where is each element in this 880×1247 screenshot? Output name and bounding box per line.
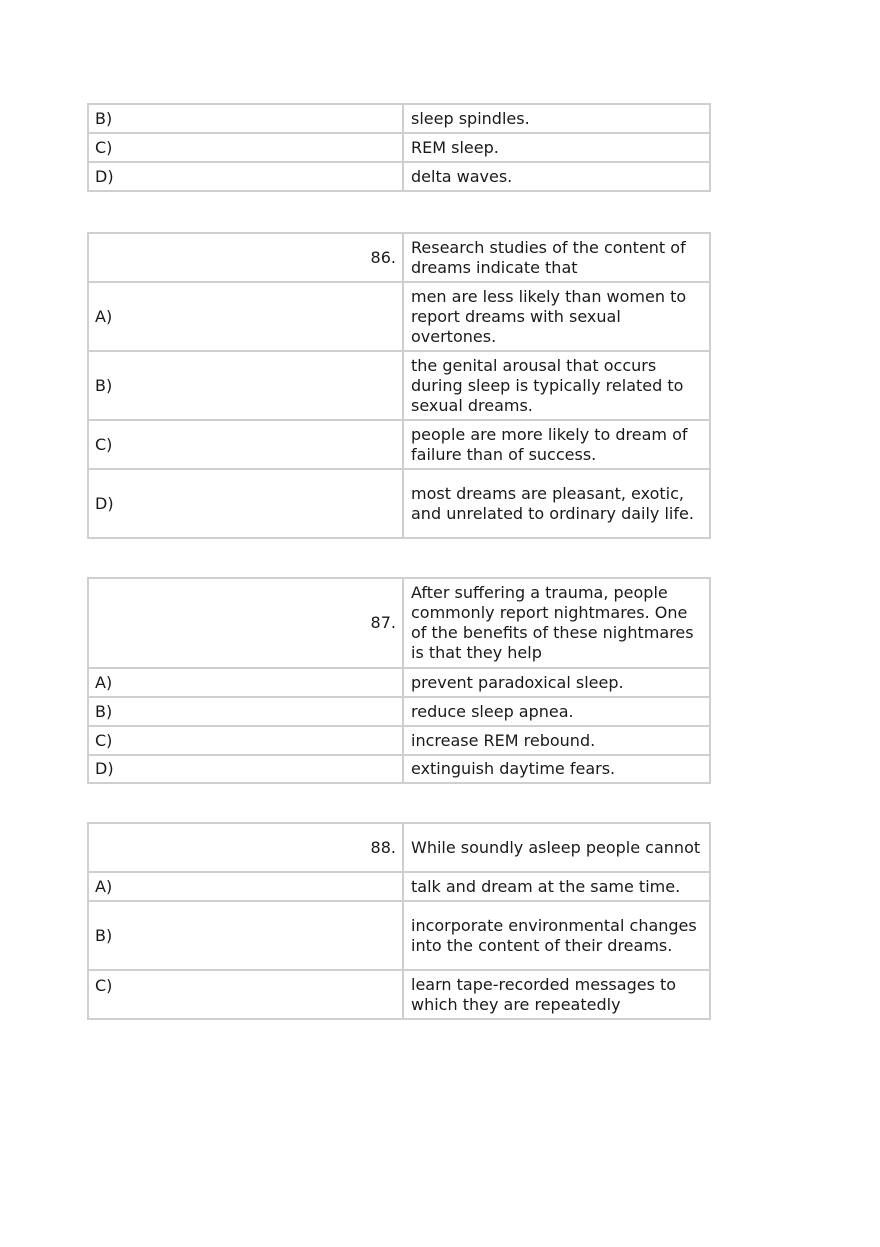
- option-text: extinguish daytime fears.: [403, 755, 710, 783]
- option-text: increase REM rebound.: [403, 726, 710, 755]
- option-label: B): [88, 697, 403, 726]
- option-text: men are less likely than women to report dreams with sexual overtones.: [403, 282, 710, 351]
- question-text: While soundly asleep people cannot: [403, 823, 710, 872]
- option-label: A): [88, 668, 403, 697]
- option-row: [88, 970, 710, 1019]
- option-row: [88, 755, 710, 783]
- option-label: C): [88, 726, 403, 755]
- option-label: D): [88, 469, 403, 538]
- question-88-table: [87, 822, 711, 1020]
- option-text: people are more likely to dream of failure than of success.: [403, 420, 710, 469]
- question-86-table: [87, 232, 711, 539]
- option-label: A): [88, 872, 403, 901]
- option-text: REM sleep.: [403, 133, 710, 162]
- option-text: reduce sleep apnea.: [403, 697, 710, 726]
- option-label: C): [88, 970, 403, 1019]
- question-text: After suffering a trauma, people commonly report nightmares. One of the benefits of these nightmares is that they help: [403, 578, 710, 668]
- option-text: delta waves.: [403, 162, 710, 191]
- option-row: [88, 668, 710, 697]
- question-row: [88, 578, 710, 668]
- option-row: [88, 282, 710, 351]
- option-label: C): [88, 420, 403, 469]
- question-number: 86.: [88, 233, 403, 282]
- option-row: [88, 162, 710, 191]
- option-label: D): [88, 755, 403, 783]
- option-row: [88, 901, 710, 970]
- option-label: C): [88, 133, 403, 162]
- question-number: 87.: [88, 578, 403, 668]
- option-row: [88, 104, 710, 133]
- option-row: [88, 351, 710, 420]
- question-85-continuation-table: [87, 103, 711, 192]
- question-row: [88, 233, 710, 282]
- option-text: prevent paradoxical sleep.: [403, 668, 710, 697]
- option-label: D): [88, 162, 403, 191]
- option-label: B): [88, 104, 403, 133]
- question-row: [88, 823, 710, 872]
- option-row: [88, 697, 710, 726]
- option-label: B): [88, 901, 403, 970]
- option-row: [88, 726, 710, 755]
- option-row: [88, 420, 710, 469]
- option-text: learn tape-recorded messages to which they are repeatedly: [403, 970, 710, 1019]
- option-row: [88, 872, 710, 901]
- option-text: incorporate environmental changes into the content of their dreams.: [403, 901, 710, 970]
- option-label: A): [88, 282, 403, 351]
- option-text: the genital arousal that occurs during sleep is typically related to sexual dreams.: [403, 351, 710, 420]
- option-row: [88, 133, 710, 162]
- question-87-table: [87, 577, 711, 784]
- option-label: B): [88, 351, 403, 420]
- option-text: most dreams are pleasant, exotic, and unrelated to ordinary daily life.: [403, 469, 710, 538]
- question-number: 88.: [88, 823, 403, 872]
- question-text: Research studies of the content of dreams indicate that: [403, 233, 710, 282]
- option-text: sleep spindles.: [403, 104, 710, 133]
- option-row: [88, 469, 710, 538]
- option-text: talk and dream at the same time.: [403, 872, 710, 901]
